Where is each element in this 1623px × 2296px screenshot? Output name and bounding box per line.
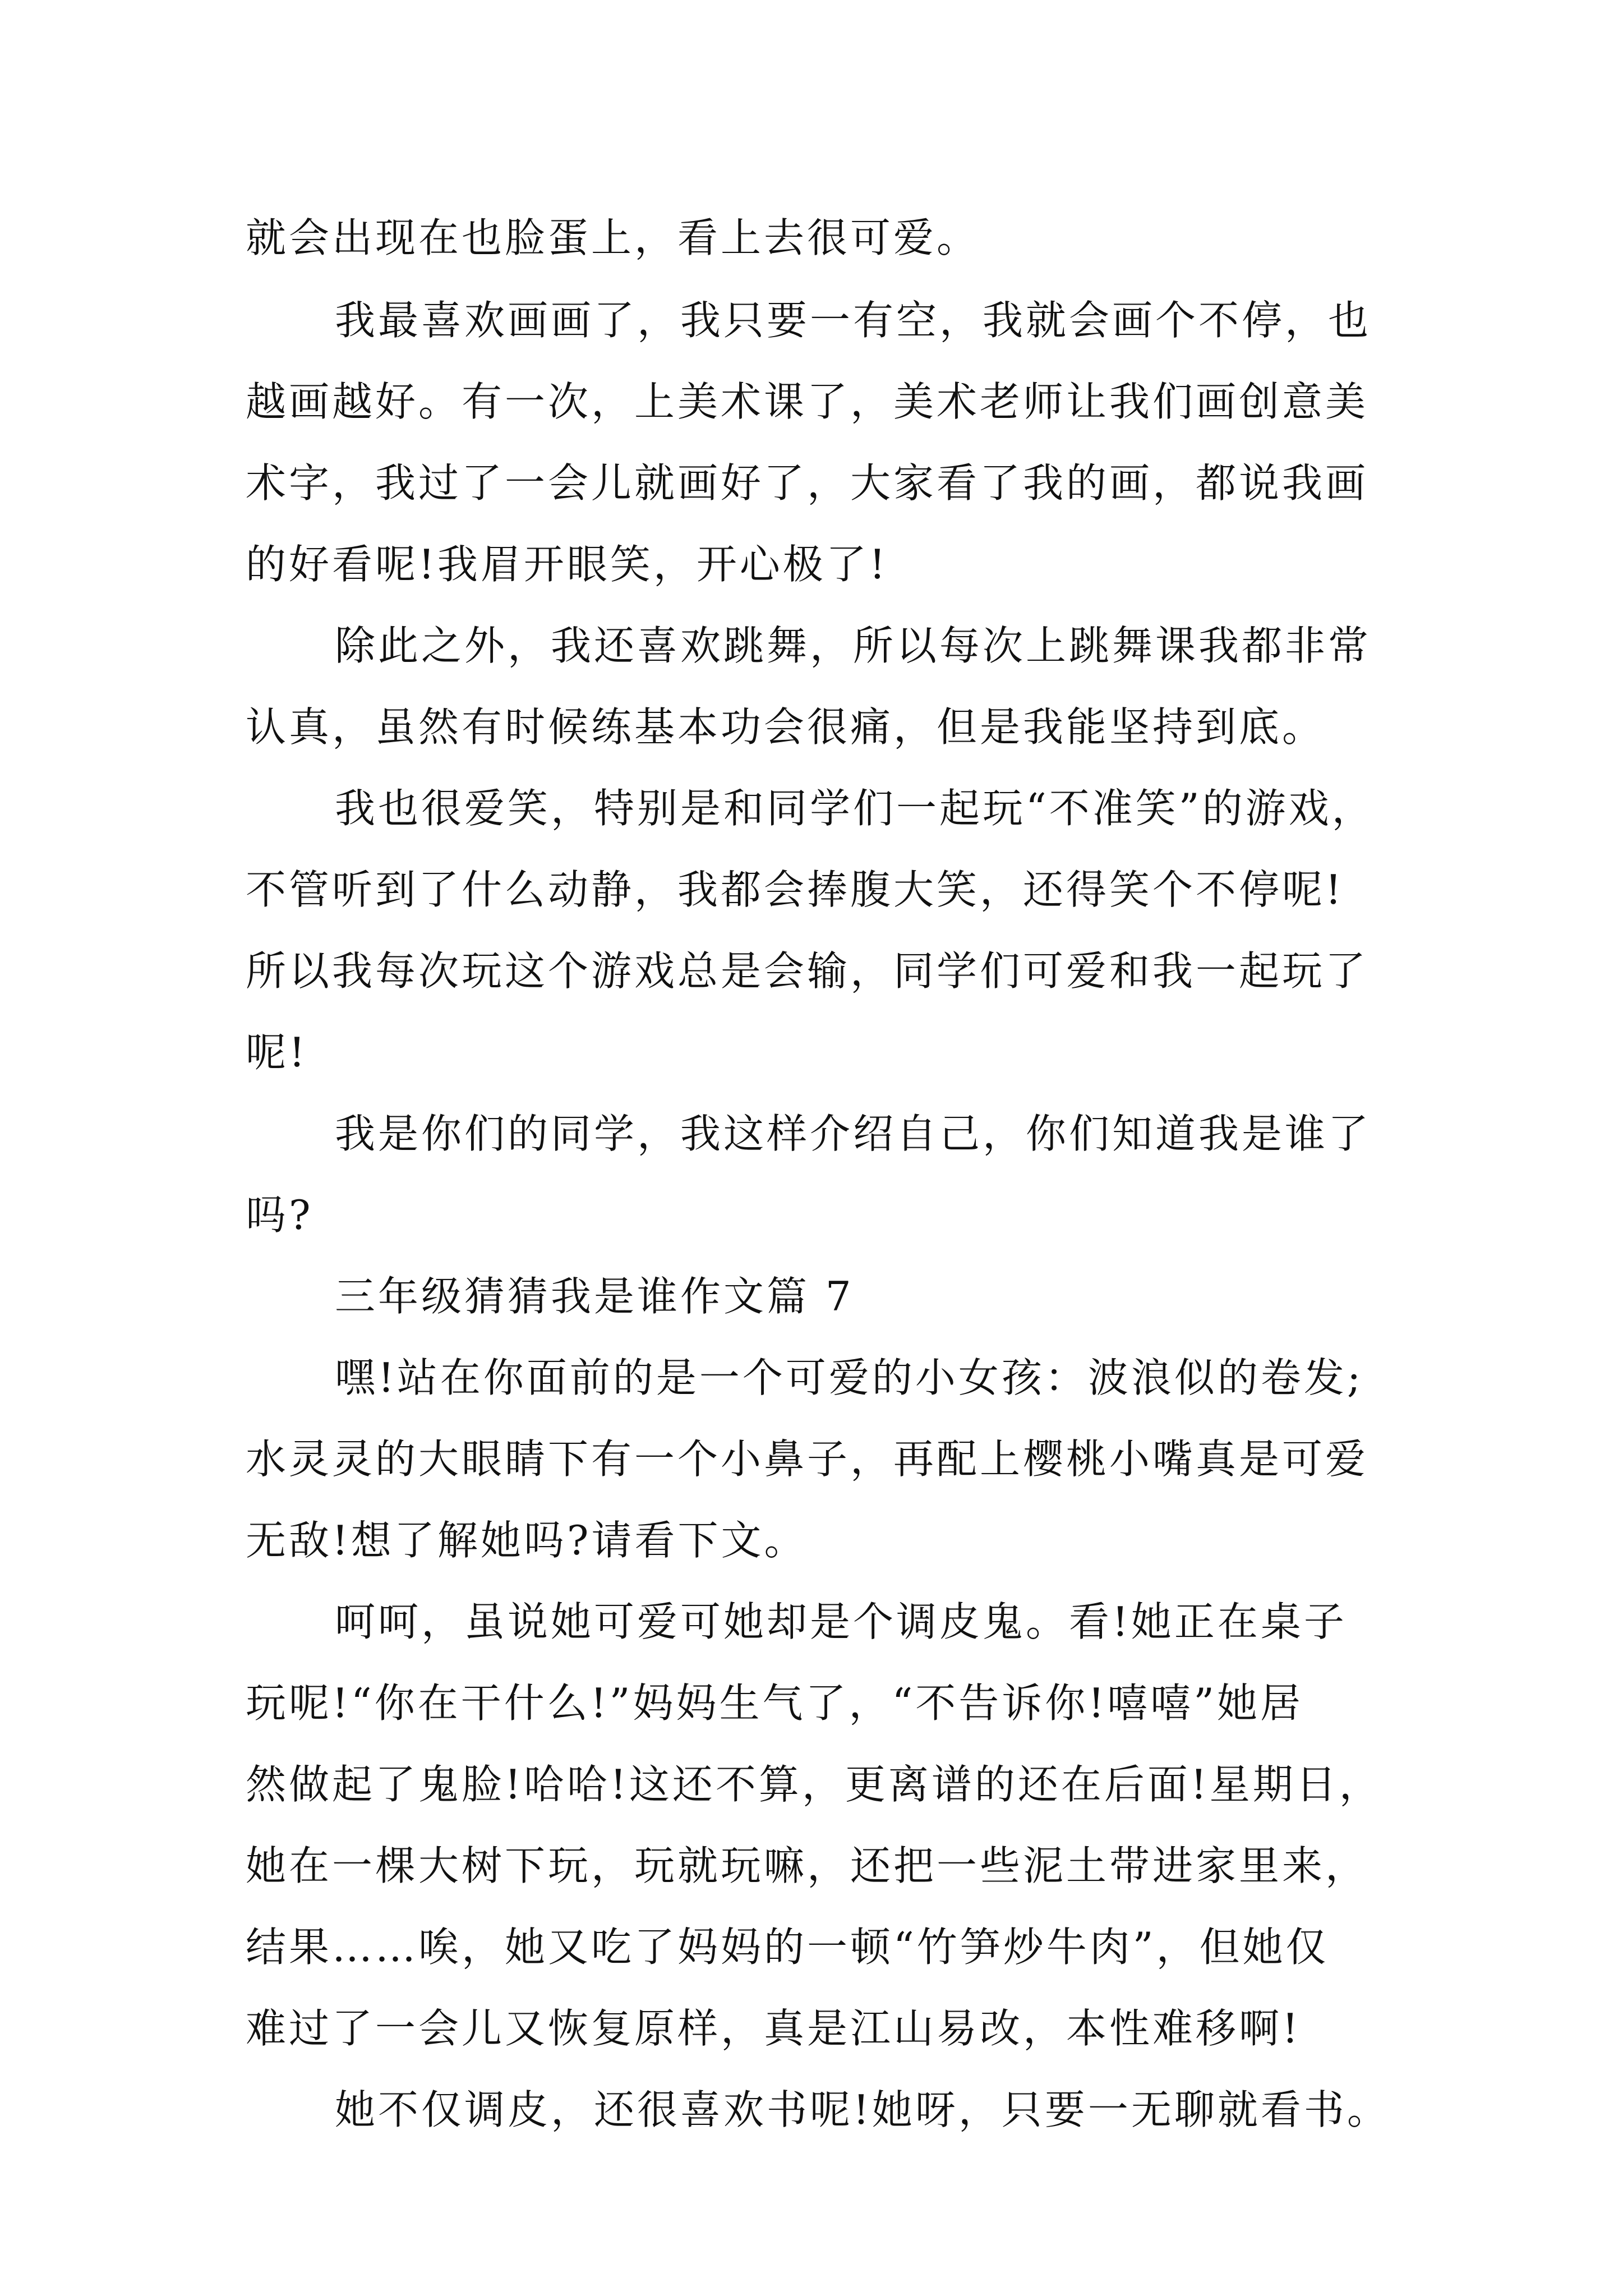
paragraph-4-line-1: 我也很爱笑，特别是和同学们一起玩“不准笑”的游戏， <box>335 785 1375 832</box>
paragraph-4-line-3: 所以我每次玩这个游戏总是会输，同学们可爱和我一起玩了 <box>246 947 1369 995</box>
paragraph-6-line-1: 嘿!站在你面前的是一个可爱的小女孩：波浪似的卷发; <box>335 1354 1364 1401</box>
paragraph-2-line-2: 越画越好。有一次，上美术课了，美术老师让我们画创意美 <box>246 378 1369 425</box>
section-heading: 三年级猜猜我是谁作文篇 7 <box>335 1273 854 1320</box>
paragraph-2-line-1: 我最喜欢画画了，我只要一有空，我就会画个不停，也 <box>335 297 1372 344</box>
paragraph-4-line-4: 呢! <box>246 1029 308 1076</box>
paragraph-7-line-3: 然做起了鬼脸!哈哈!这还不算，更离谱的还在后面!星期日， <box>246 1761 1382 1808</box>
paragraph-3-line-2: 认真，虽然有时候练基本功会很痛，但是我能坚持到底。 <box>246 703 1326 751</box>
paragraph-6-line-2: 水灵灵的大眼睛下有一个小鼻子，再配上樱桃小嘴真是可爱 <box>246 1435 1369 1483</box>
paragraph-2-line-4: 的好看呢!我眉开眼笑，开心极了! <box>246 541 888 588</box>
paragraph-7-line-5: 结果……唉，她又吃了妈妈的一顿“竹笋炒牛肉”，但她仅 <box>246 1924 1329 1971</box>
paragraph-7-line-2: 玩呢!“你在干什么!”妈妈生气了，“不告诉你!嘻嘻”她居 <box>246 1680 1304 1727</box>
paragraph-4-line-2: 不管听到了什么动静，我都会捧腹大笑，还得笑个不停呢! <box>246 866 1344 913</box>
paragraph-7-line-6: 难过了一会儿又恢复原样，真是江山易改，本性难移啊! <box>246 2005 1301 2052</box>
paragraph-1-line-1: 就会出现在也脸蛋上，看上去很可爱。 <box>246 214 980 261</box>
paragraph-5-line-2: 吗? <box>246 1191 313 1239</box>
paragraph-8-line-1: 她不仅调皮，还很喜欢书呢!她呀，只要一无聊就看书。 <box>335 2086 1390 2133</box>
paragraph-3-line-1: 除此之外，我还喜欢跳舞，所以每次上跳舞课我都非常 <box>335 622 1372 669</box>
paragraph-2-line-3: 术字，我过了一会儿就画好了，大家看了我的画，都说我画 <box>246 459 1369 507</box>
paragraph-7-line-1: 呵呵，虽说她可爱可她却是个调皮鬼。看!她正在桌子 <box>335 1598 1347 1645</box>
paragraph-5-line-1: 我是你们的同学，我这样介绍自己，你们知道我是谁了 <box>335 1110 1372 1157</box>
paragraph-7-line-4: 她在一棵大树下玩，玩就玩嘛，还把一些泥土带进家里来， <box>246 1842 1369 1889</box>
paragraph-6-line-3: 无敌!想了解她吗?请看下文。 <box>246 1517 808 1564</box>
